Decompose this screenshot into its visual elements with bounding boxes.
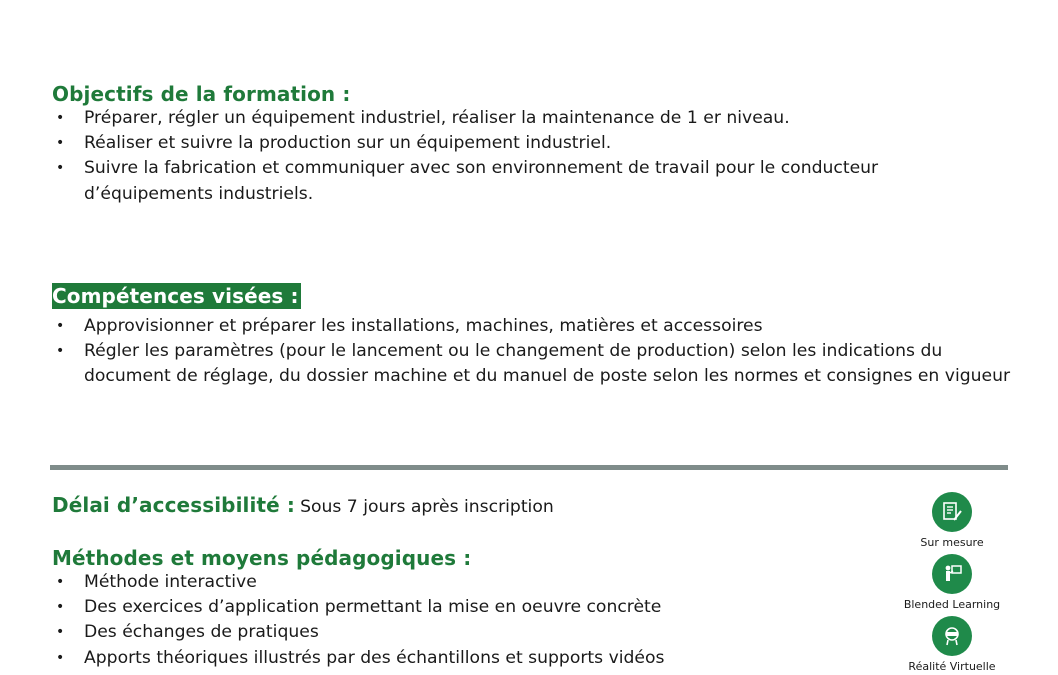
objectifs-title: Objectifs de la formation : [52, 82, 351, 106]
delai-title: Délai d’accessibilité : [52, 493, 295, 517]
competences-list [52, 314, 1012, 390]
list-item: • Préparer, régler un équipement industriel, réaliser la maintenance de 1 er niveau. [56, 108, 790, 128]
delai-value: Sous 7 jours après inscription [300, 497, 554, 517]
competences-title: Compétences visées : [52, 284, 299, 308]
realite-virtuelle-label: Réalité Virtuelle [908, 660, 996, 673]
blended-learning-label: Blended Learning [903, 598, 1001, 611]
list-item: • Régler les paramètres (pour le lancement ou le changement de production) selon les indications du document de réglage, du dossier machine et du manuel de poste selon les normes et consignes en vigueur [56, 341, 1011, 387]
presenter-board-icon [932, 554, 972, 594]
objectifs-list [52, 106, 1012, 207]
vr-headset-icon [932, 616, 972, 656]
list-item: • Réaliser et suivre la production sur un équipement industriel. [56, 133, 612, 154]
methodes-title: Méthodes et moyens pédagogiques : [52, 546, 472, 570]
objectifs-section [52, 82, 1012, 207]
methodes-list [52, 570, 892, 671]
section-divider [50, 465, 1008, 470]
sur-mesure-badge [892, 492, 1012, 549]
list-item: • Apports théoriques illustrés par des échantillons et supports vidéos [56, 647, 665, 668]
document-pen-icon [932, 492, 972, 532]
list-item: • Suivre la fabrication et communiquer avec son environnement de travail pour le conducteur d’équipements industriels. [56, 158, 879, 204]
list-item: • Approvisionner et préparer les installations, machines, matières et accessoires [56, 316, 763, 336]
list-item: • Des échanges de pratiques [56, 622, 319, 643]
list-item: • Des exercices d’application permettant la mise en oeuvre concrète [56, 597, 662, 618]
competences-section [52, 283, 1012, 390]
methodes-section [52, 546, 892, 671]
realite-virtuelle-badge [892, 616, 1012, 673]
sur-mesure-label: Sur mesure [920, 536, 984, 549]
delai-section [52, 493, 1012, 517]
list-item: • Méthode interactive [56, 572, 257, 592]
blended-learning-badge [892, 554, 1012, 611]
